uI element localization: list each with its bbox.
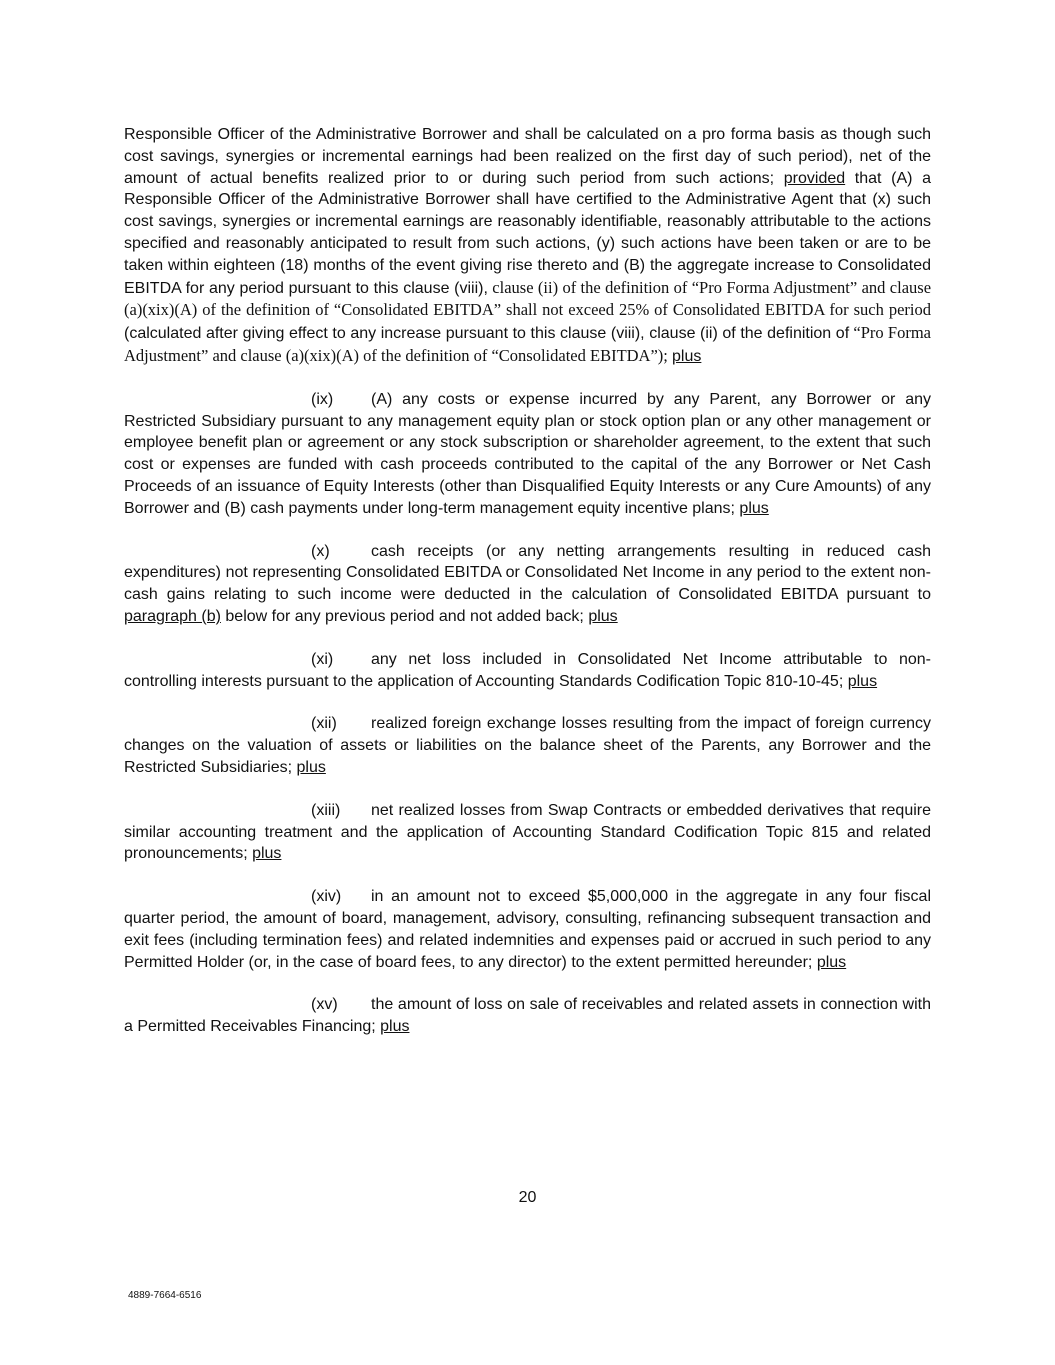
intro-text-1: Responsible Officer of the Administrative Borrower and shall be calculated on a pro forma basis as though such cost savings, synergies or incremental earnings had been realized on the first day of such period), net of the amount of actual benefits realized prior to or during such period from such actions; <box>124 126 931 187</box>
plus-term: plus <box>847 672 878 690</box>
clause-xv <box>124 994 931 1038</box>
intro-text-3: clause (ii) of the definition of “Pro Forma Adjustment” and clause (a)(xix)(A) of the definition of “Consolidated EBITDA” shall not exceed 25% of Consolidated EBITDA for such period <box>124 277 932 320</box>
document-body <box>124 124 931 1059</box>
clause-number: (xii) <box>311 715 337 733</box>
clause-xiii <box>124 800 931 865</box>
clause-number: (xiv) <box>311 888 342 906</box>
clause-xi <box>124 649 931 693</box>
clause-xii <box>124 713 931 778</box>
intro-text-5: “Pro Forma Adjustment” and clause (a)(xix)(A) of the definition of “Consolidated EBITDA”); <box>124 323 931 365</box>
clause-text: net realized losses from Swap Contracts or embedded derivatives that require similar accounting treatment and the application of Accounting Standard Codification Topic 815 and related pronouncements; <box>124 801 931 863</box>
clause-text: the amount of loss on sale of receivables and related assets in connection with a Permitted Receivables Financing; <box>124 996 931 1036</box>
clause-text-continued: below for any previous period and not added back; <box>220 607 589 625</box>
page-number: 20 <box>518 1189 537 1206</box>
intro-paragraph <box>124 124 931 368</box>
plus-term: plus <box>739 499 769 517</box>
clause-text: any net loss included in Consolidated Net Income attributable to non-controlling interests pursuant to the application of Accounting Standards Codification Topic 810-10-45; <box>124 650 931 690</box>
document-id: 4889-7664-6516 <box>128 1290 202 1301</box>
clause-text: realized foreign exchange losses resulting from the impact of foreign currency changes on the valuation of assets or liabilities on the balance sheet of the Parents, any Borrower and the Restricted Subsidiaries; <box>124 715 931 776</box>
plus-term: plus <box>588 607 618 625</box>
plus-term: plus <box>816 953 847 971</box>
clause-text: (A) any costs or expense incurred by any Parent, any Borrower or any Restricted Subsidiary pursuant to any management equity plan or stock option plan or any other management or employee benefit plan or agreement or any stock subscription or shareholder agreement, to the extent that such cost or expenses are funded with cash proceeds contributed to the capital of the any Borrower or Net Cash Proceeds of an issuance of Equity Interests (other than Disqualified Equity Interests or any Cure Amounts) of any Borrower and (B) cash payments under long-term management equity incentive plans; <box>124 390 931 517</box>
clause-x <box>124 541 931 628</box>
clause-number: (ix) <box>311 390 334 408</box>
clause-number: (xiii) <box>311 801 341 819</box>
clause-ix <box>124 389 931 520</box>
clause-xiv <box>124 886 931 973</box>
intro-text-2: that (A) a Responsible Officer of the Administrative Borrower shall have certified to the Administrative Agent that (x) such cost savings, synergies or incremental earnings are reasonably identifiable, reasonably attributable to the actions specified and reasonably anticipated to result from such actions, (y) such actions have been taken or are to be taken within eighteen (18) months of the event giving rise thereto and (B) the aggregate increase to Consolidated EBITDA for any period pursuant to this clause (viii), <box>124 169 932 297</box>
plus-term: plus <box>252 845 282 863</box>
clause-number: (xv) <box>311 996 338 1014</box>
paragraph-b-reference: paragraph (b) <box>124 607 221 625</box>
provided-term: provided <box>783 169 846 187</box>
clause-text: in an amount not to exceed $5,000,000 in the aggregate in any four fiscal quarter period, the amount of board, management, advisory, consulting, refinancing subsequent transaction and exit fees (including termination fees) and related indemnities and expenses paid or accrued in such period to any Permitted Holder (or, in the case of board fees, to any director) to the extent permitted hereunder; <box>124 888 931 971</box>
clause-number: (x) <box>311 542 330 560</box>
clause-number: (xi) <box>311 650 334 668</box>
plus-term: plus <box>380 1018 410 1036</box>
plus-term: plus <box>296 758 326 776</box>
clause-text: cash receipts (or any netting arrangements resulting in reduced cash expenditures) not representing Consolidated EBITDA or Consolidated Net Income in any period to the extent non-cash gains relating to such income were deducted in the calculation of Consolidated EBITDA pursuant to <box>124 542 931 604</box>
plus-term: plus <box>672 347 702 365</box>
intro-text-4: (calculated after giving effect to any increase pursuant to this clause (viii), clause (ii) of the definition of <box>124 325 850 343</box>
